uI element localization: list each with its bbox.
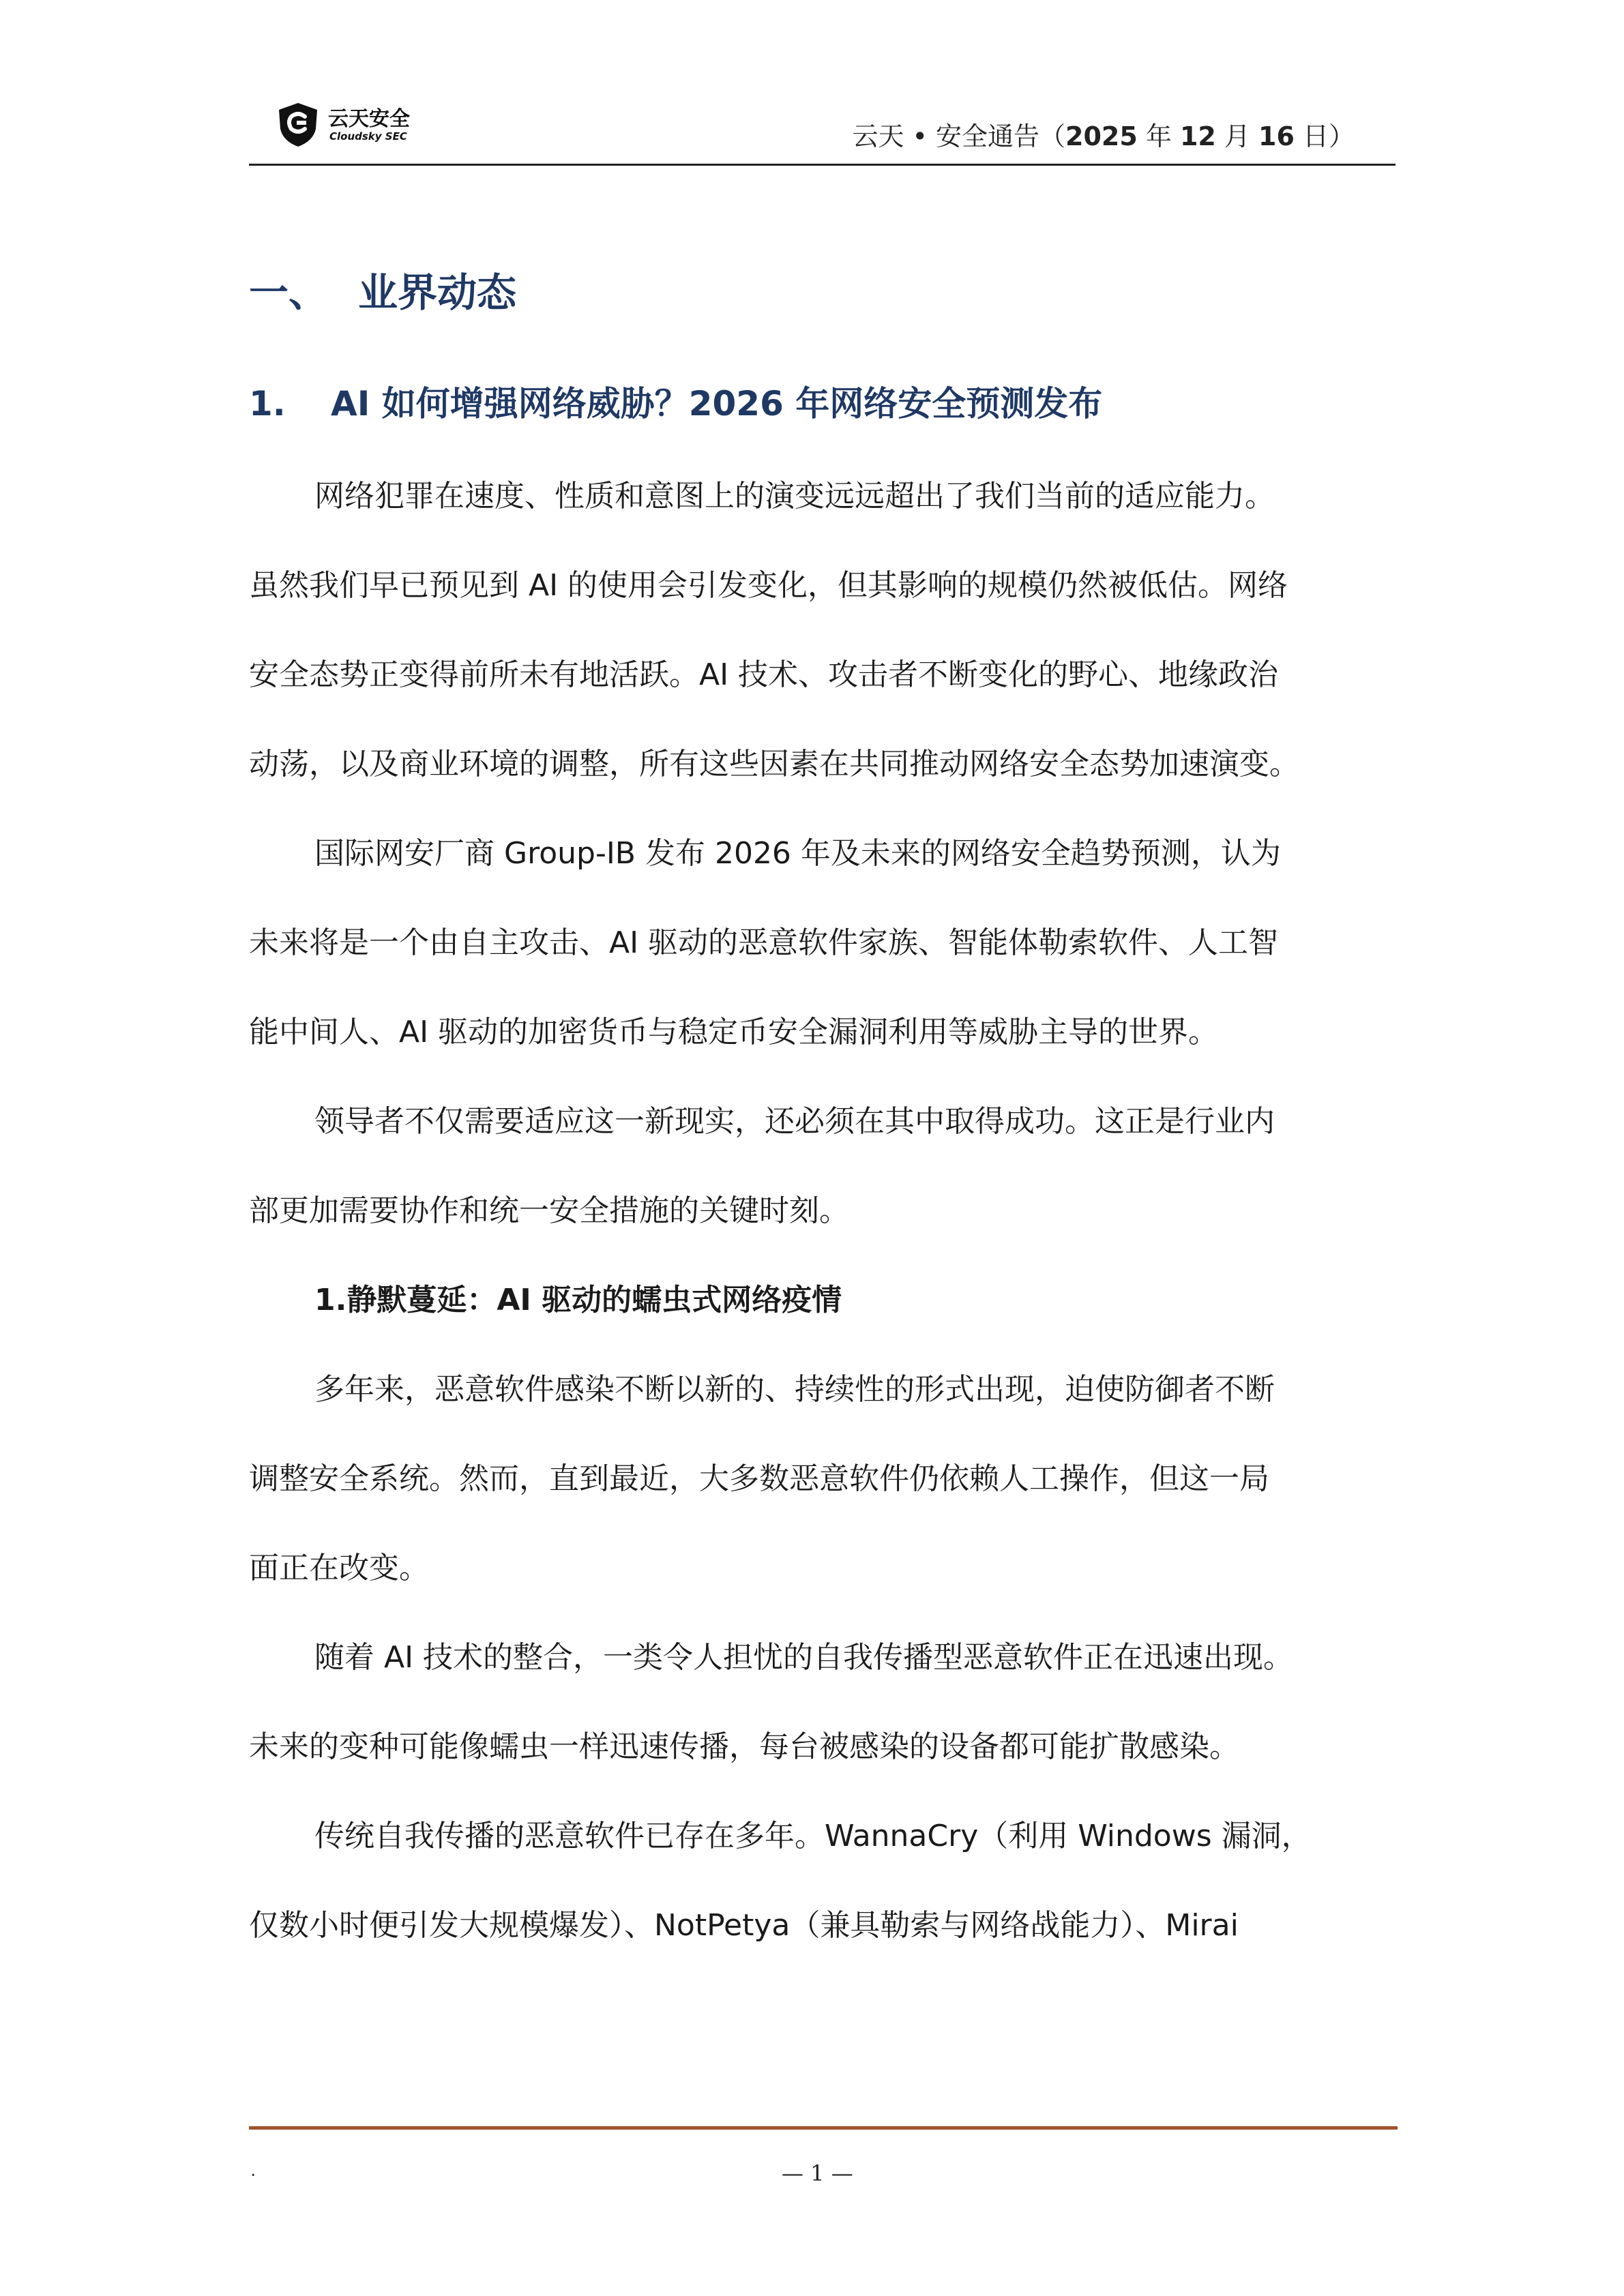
subsection-heading: 1.静默蔓延：AI 驱动的蠕虫式网络疫情 xyxy=(314,1283,842,1317)
paragraph-4 xyxy=(249,1345,1381,1613)
logo-text-en: Cloudsky SEC xyxy=(329,130,407,143)
company-logo xyxy=(276,99,481,151)
article-number: 1. xyxy=(249,384,286,423)
footer-mark: . xyxy=(250,2160,256,2181)
bulletin-month: 12 xyxy=(1179,121,1216,151)
shield-logo-icon xyxy=(276,102,320,148)
bulletin-day-unit: 日） xyxy=(1294,121,1355,151)
paragraph-line: 未来将是一个由自主攻击、AI 驱动的恶意软件家族、智能体勒索软件、人工智 xyxy=(249,925,1279,960)
paragraph-line: 能中间人、AI 驱动的加密货币与稳定币安全漏洞利用等威胁主导的世界。 xyxy=(249,1015,1219,1049)
paragraph-line: 网络犯罪在速度、性质和意图上的演变远远超出了我们当前的适应能力。 xyxy=(314,479,1275,513)
section-heading xyxy=(249,260,516,318)
article-title: AI 如何增强网络威胁？2026 年网络安全预测发布 xyxy=(331,384,1103,423)
section-title: 业界动态 xyxy=(358,269,517,316)
header-divider xyxy=(249,164,1396,166)
paragraph-line: 传统自我传播的恶意软件已存在多年。WannaCry（利用 Windows 漏洞， xyxy=(314,1819,1312,1853)
paragraph-line: 动荡，以及商业环境的调整，所有这些因素在共同推动网络安全态势加速演变。 xyxy=(249,747,1299,781)
bulletin-year: 2025 xyxy=(1065,121,1138,151)
bulletin-year-unit: 年 xyxy=(1137,121,1180,151)
paragraph-line: 国际网安厂商 Group-IB 发布 2026 年及未来的网络安全趋势预测，认为 xyxy=(314,836,1281,871)
paragraph-line: 未来的变种可能像蠕虫一样迅速传播，每台被感染的设备都可能扩散感染。 xyxy=(249,1729,1239,1764)
logo-text-cn: 云天安全 xyxy=(328,107,410,131)
paragraph-line: 多年来，恶意软件感染不断以新的、持续性的形式出现，迫使防御者不断 xyxy=(314,1372,1275,1407)
paragraph-5 xyxy=(249,1613,1381,1791)
paragraph-line: 面正在改变。 xyxy=(249,1551,429,1585)
paragraph-line: 安全态势正变得前所未有地活跃。AI 技术、攻击者不断变化的野心、地缘政治 xyxy=(249,657,1279,692)
paragraph-line: 部更加需要协作和统一安全措施的关键时刻。 xyxy=(249,1193,849,1228)
paragraph-6 xyxy=(249,1791,1381,1970)
paragraph-line: 调整安全系统。然而，直到最近，大多数恶意软件仍依赖人工操作，但这一局 xyxy=(249,1461,1269,1496)
bulletin-month-unit: 月 xyxy=(1215,121,1259,151)
paragraph-2 xyxy=(249,809,1381,1077)
paragraph-3 xyxy=(249,1077,1381,1255)
bulletin-day: 16 xyxy=(1258,121,1295,151)
paragraph-line: 仅数小时便引发大规模爆发）、NotPetya（兼具勒索与网络战能力）、Mirai xyxy=(249,1908,1239,1943)
section-number: 一、 xyxy=(249,269,329,316)
footer-divider xyxy=(249,2126,1398,2130)
bulletin-title xyxy=(852,115,1355,153)
paragraph-line: 领导者不仅需要适应这一新现实，还必须在其中取得成功。这正是行业内 xyxy=(314,1104,1275,1139)
article-heading xyxy=(249,376,1102,426)
paragraph-line: 随着 AI 技术的整合，一类令人担忧的自我传播型恶意软件正在迅速出现。 xyxy=(314,1640,1294,1675)
page-number: — 1 — xyxy=(782,2160,853,2186)
bulletin-title-prefix: 云天 • 安全通告（ xyxy=(852,121,1066,151)
paragraph-1 xyxy=(249,451,1381,809)
page-header xyxy=(249,99,1396,167)
paragraph-line: 虽然我们早已预见到 AI 的使用会引发变化，但其影响的规模仍然被低估。网络 xyxy=(249,568,1288,603)
